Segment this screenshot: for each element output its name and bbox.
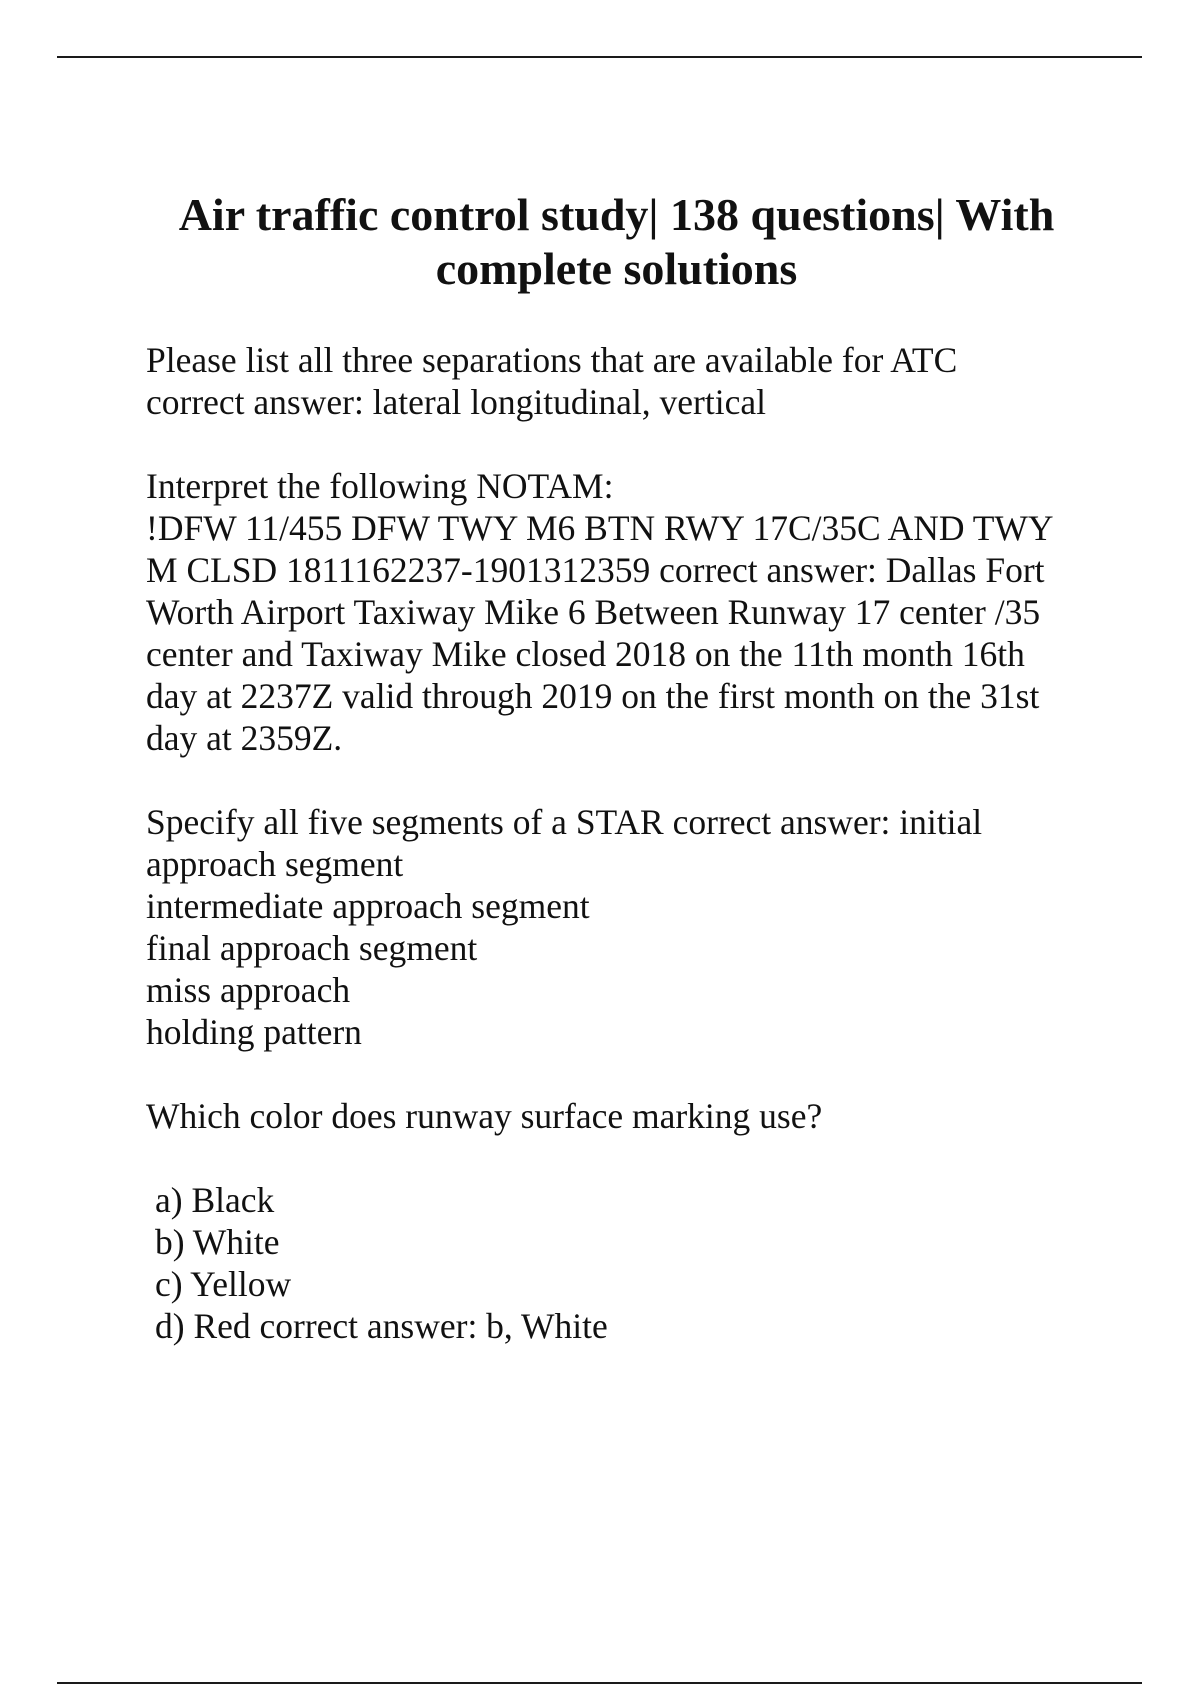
notam-text: M CLSD 1811162237-1901312359 correct answer: Dallas Fort: [146, 550, 1045, 590]
answer-text: day at 2237Z valid through 2019 on the first month on the 31st: [146, 676, 1040, 716]
question-text: Interpret the following NOTAM:: [146, 466, 614, 506]
bottom-rule: [57, 1682, 1142, 1684]
notam-text: !DFW 11/455 DFW TWY M6 BTN RWY 17C/35C AND TWY: [146, 508, 1054, 548]
blank-line: [146, 1137, 1146, 1179]
question-text: Please list all three separations that are available for ATC: [146, 340, 958, 380]
top-rule: [57, 56, 1142, 58]
question-block-separations: [146, 339, 1146, 423]
answer-text: center and Taxiway Mike closed 2018 on the 11th month 16th: [146, 634, 1025, 674]
answer-text: correct answer: lateral longitudinal, vertical: [146, 382, 766, 422]
question-text: Which color does runway surface marking use?: [146, 1096, 823, 1136]
title-line: complete solutions: [435, 243, 798, 294]
answer-text: intermediate approach segment: [146, 886, 590, 926]
question-text: Specify all five segments of a STAR correct answer: initial: [146, 802, 983, 842]
answer-option: d) Red correct answer: b, White: [155, 1306, 608, 1346]
answer-text: holding pattern: [146, 1012, 362, 1052]
title-line: Air traffic control study| 138 questions| With: [178, 189, 1055, 240]
answer-text: final approach segment: [146, 928, 478, 968]
answer-text: miss approach: [146, 970, 351, 1010]
question-block-notam: [146, 465, 1146, 759]
answer-option: b) White: [155, 1222, 280, 1262]
answer-text: Worth Airport Taxiway Mike 6 Between Runway 17 center /35: [146, 592, 1041, 632]
question-block-runway-color: [146, 1095, 1146, 1347]
answer-option: a) Black: [155, 1180, 275, 1220]
answer-text: approach segment: [146, 844, 404, 884]
document-title: [120, 188, 1113, 296]
document-body: [146, 339, 1146, 1389]
answer-option: c) Yellow: [155, 1264, 292, 1304]
question-block-star-segments: [146, 801, 1146, 1053]
answer-text: day at 2359Z.: [146, 718, 343, 758]
